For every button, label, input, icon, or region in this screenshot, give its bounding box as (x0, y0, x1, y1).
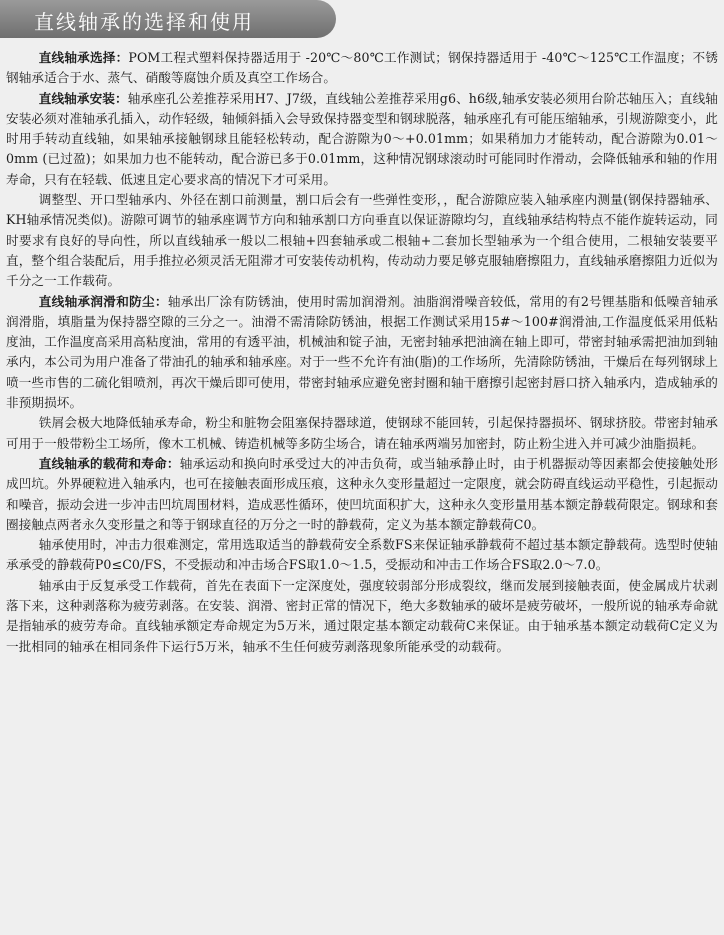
paragraph-lubrication (6, 292, 718, 414)
article-body (6, 48, 718, 657)
paragraph-load-life (6, 454, 718, 535)
paragraph-text: 轴承使用时，冲击力很难测定，常用选取适当的静载荷安全系数FS来保证轴承静载荷不超过基本额定静载荷。选型时使轴承承受的静载荷P0≤C0/FS，不受振动和冲击场合FS取1.0～1.5，受振动和冲击工作场合FS取2.0～7.0。 (6, 537, 718, 573)
section-heading-load-life: 直线轴承的载荷和寿命： (38, 455, 180, 471)
paragraph-safety-factor (6, 535, 718, 576)
paragraph-text: POM工程式塑料保持器适用于 -20℃～80℃工作测试；钢保持器适用于 -40℃～125℃工作温度；不锈钢轴承适合于水、蒸气、硝酸等腐蚀介质及真空工作场合。 (6, 50, 719, 86)
paragraph-fatigue (6, 576, 718, 657)
paragraph-clearance (6, 190, 718, 291)
title-bar (0, 0, 336, 38)
paragraph-installation (6, 89, 718, 190)
page-title: 直线轴承的选择和使用 (34, 10, 254, 34)
paragraph-selection (6, 48, 718, 89)
paragraph-text: 轴承座孔公差推荐采用H7、J7级，直线轴公差推荐采用g6、h6级,轴承安装必须用台阶芯轴压入；直线轴安装必须对准轴承孔插入，动作轻级，轴倾斜插入会导致保持器变型和钢球脱落，轴承座孔有可能压缩轴承，引规游隙变小，此时用手转动直线轴，如果轴承接触钢球且能轻松转动，配合游隙为0～+0.01mm；如果稍加力才能转动，配合游隙为0.01～0mm (已过盈)；如果加力也不能转动，配合游已多于0.01mm，这种情况钢球滚动时可能同时作滑动，会降低轴承和轴的作用寿命，只有在轻载、低速且定心要求高的情况下才可采用。 (6, 90, 718, 187)
paragraph-text: 调整型、开口型轴承内、外径在割口前测量，割口后会有一些弹性变形，，配合游隙应装入轴承座内测量(钢保持器轴承、KH轴承情况类似)。游隙可调节的轴承座调节方向和轴承割口方向垂直以保证游隙均匀，直线轴承结构特点不能作旋转运动，同时要求有良好的导向性，所以直线轴承一般以二根轴+四套轴承或二根轴+二套加长型轴承为一个组合使用，二根轴安装要平直，整个组合装配后，用手推拉必须灵活无阻滞才可安装传动机构，传动动力要足够克服轴磨擦阻力，直线轴承磨擦阻力近似为千分之一工作载荷。 (6, 192, 718, 289)
section-heading-installation: 直线轴承安装： (38, 90, 128, 106)
paragraph-dust (6, 413, 718, 454)
paragraph-text: 轴承运动和换向时承受过大的冲击负荷，或当轴承静止时，由于机器振动等因素都会使接触处形成凹坑。外界硬粒进入轴承内，也可在接触表面形成压痕，这种永久变形量超过一定限度，就会防碍直线运动平稳性，引起振动和噪音，振动会进一步冲击凹坑周围材料，造成恶性循环，使凹坑面积扩大，这种永久变形量用基本额定静载荷限定。钢球和套圈接触点两者永久变形量之和等于钢球直径的万分之一时的静载荷，定义为基本额定静载荷C0。 (6, 455, 718, 532)
paragraph-text: 铁屑会极大地降低轴承寿命，粉尘和脏物会阻塞保持器球道，使钢球不能回转，引起保持器损坏、钢球挤胶。带密封轴承可用于一般带粉尘工场所，像木工机械、铸造机械等多防尘场合，请在轴承两端另加密封，防止粉尘进入并可减少油脂损耗。 (6, 415, 718, 451)
paragraph-text: 轴承由于反复承受工作载荷，首先在表面下一定深度处，强度较弱部分形成裂纹，继而发展到接触表面，使金属成片状剥落下来，这种剥落称为疲劳剥落。在安装、润滑、密封正常的情况下，绝大多数轴承的破坏是疲劳破坏，一般所说的轴承寿命就是指轴承的疲劳寿命。直线轴承额定寿命规定为5万米，通过限定基本额定动载荷C来保证。由于轴承基本额定动载荷C定义为一批相同的轴承在相同条件下运行5万米，轴承不生任何疲劳剥落现象所能承受的动载荷。 (6, 577, 718, 654)
section-heading-lubrication: 直线轴承润滑和防尘： (38, 293, 168, 309)
paragraph-text: 轴承出厂涂有防锈油，使用时需加润滑剂。油脂润滑噪音较低，常用的有2号锂基脂和低噪音轴承润滑脂，填脂量为保持器空隙的三分之一。油滑不需清除防锈油，根据工作测试采用15#～100#润滑油,工作温度低采用低粘度油，工作温度高采用高粘度油，常用的有透平油，机械油和锭子油，无密封轴承把油滴在轴上即可，带密封轴承需把油加到轴承内，本公司为用户准备了带油孔的轴承和轴承座。对于一些不允许有油(脂)的工作场所，先清除防锈油，干燥后在每列钢球上喷一些市售的二硫化钼喷剂，再次干燥后即可使用，带密封轴承应避免密封圈和轴干磨擦引起密封唇口挤入轴承内，造成轴承的非预期损坏。 (6, 293, 719, 411)
section-heading-selection: 直线轴承选择： (38, 50, 129, 65)
